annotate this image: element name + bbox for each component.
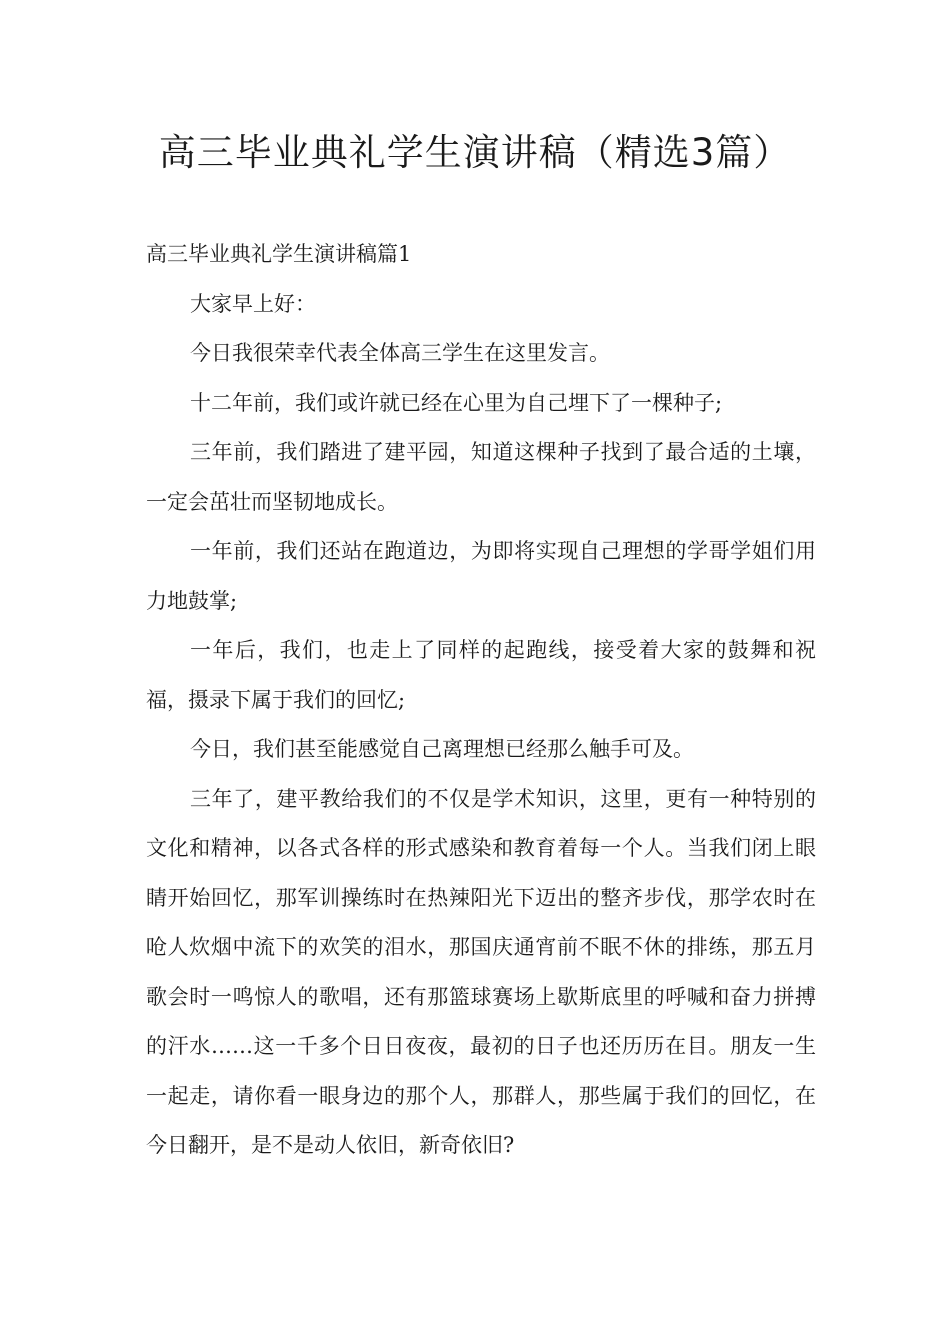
document-body	[146, 230, 816, 1171]
paragraph: 今日，我们甚至能感觉自己离理想已经那么触手可及。	[190, 737, 694, 761]
paragraph: 一年后，我们，也走上了同样的起跑线，接受着大家的鼓舞和祝福，摄录下属于我们的回忆;	[146, 638, 816, 712]
document-title: 高三毕业典礼学生演讲稿（精选3篇）	[158, 131, 792, 174]
paragraph: 三年前，我们踏进了建平园，知道这棵种子找到了最合适的土壤，一定会茁壮而坚韧地成长。	[146, 440, 816, 514]
paragraph: 一年前，我们还站在跑道边，为即将实现自己理想的学哥学姐们用力地鼓掌;	[146, 539, 816, 613]
paragraph: 三年了，建平教给我们的不仅是学术知识，这里，更有一种特别的文化和精神，以各式各样的形式感染和教育着每一个人。当我们闭上眼睛开始回忆，那军训操练时在热辣阳光下迈出的整齐步伐，那学农时在呛人炊烟中流下的欢笑的泪水，那国庆通宵前不眠不休的排练，那五月歌会时一鸣惊人的歌唱，还有那篮球赛场上歇斯底里的呼喊和奋力拼搏的汗水……这一千多个日日夜夜，最初的日子也还历历在目。朋友一生一起走，请你看一眼身边的那个人，那群人，那些属于我们的回忆，在今日翻开，是不是动人依旧，新奇依旧?	[146, 786, 816, 1157]
paragraph-greeting: 大家早上好：	[190, 291, 316, 316]
section-heading: 高三毕业典礼学生演讲稿篇1	[146, 242, 412, 266]
paragraph: 今日我很荣幸代表全体高三学生在这里发言。	[190, 341, 610, 365]
paragraph: 十二年前，我们或许就已经在心里为自己埋下了一棵种子;	[190, 390, 723, 415]
